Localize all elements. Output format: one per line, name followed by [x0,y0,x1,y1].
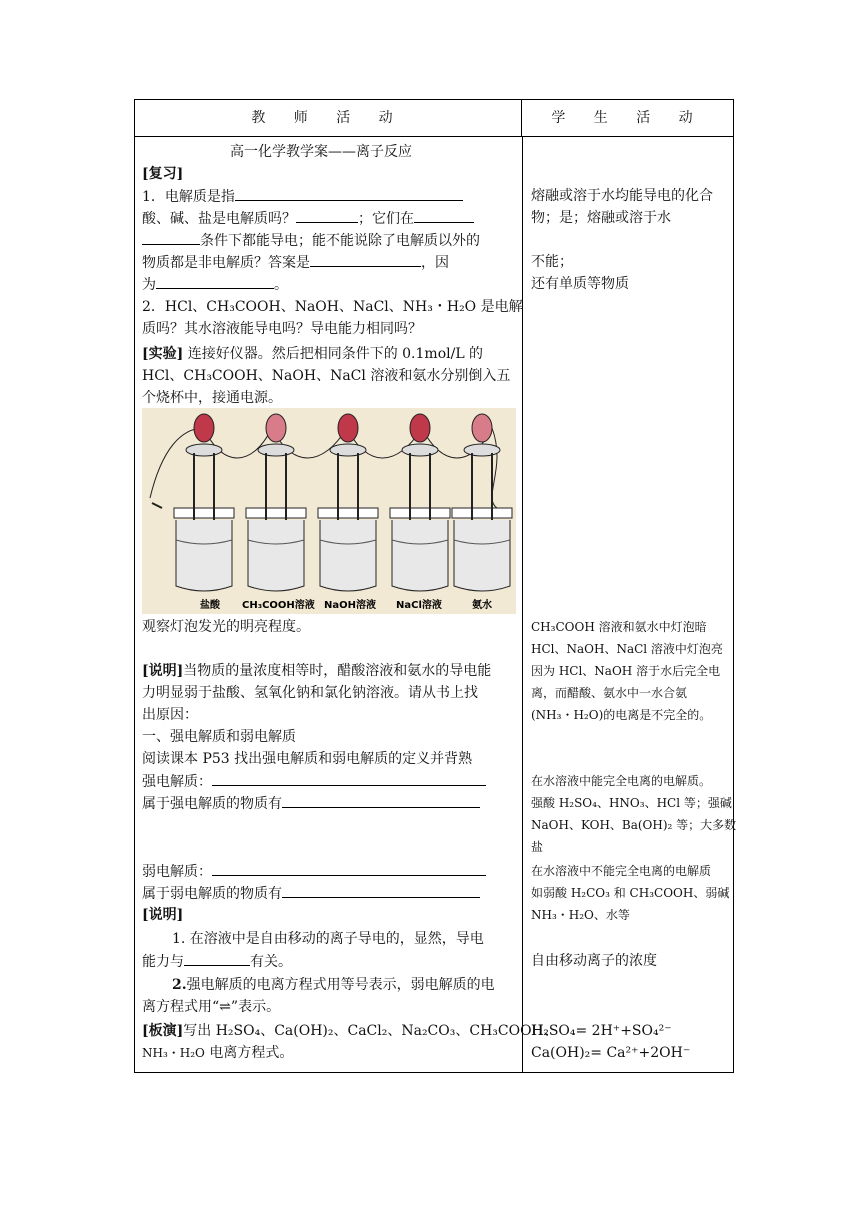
note2-item2-b [142,996,280,1018]
weak-answer: 如弱酸 H₂CO₃ 和 CH₃COOH、弱碱 [531,886,730,900]
strong-answer: 强酸 H₂SO₄、HNO₃、HCl 等；强碱 [531,796,732,810]
board-tag: [板演] [142,1023,184,1039]
lesson-table [134,99,737,1073]
q1-text: 1．电解质是指 [142,189,235,205]
note-line-b: 力明显弱于盐酸、氢氧化钠和氯化钠溶液。请从书上找 [142,685,478,701]
strong-definition-label: 强电解质： [142,774,212,790]
note2-text: 强电解质的电离方程式用等号表示，弱电解质的电 [186,977,495,993]
answer-blank[interactable] [142,229,200,245]
equation-answer: H₂SO₄= 2H⁺+SO₄²⁻ [531,1023,672,1039]
answer-blank[interactable] [212,770,486,786]
board-line-b [142,1042,293,1064]
q1-text: 酸、碱、盐是电解质吗？ [142,211,296,227]
q1-text: 物质都是非电解质？答案是 [142,255,310,271]
note2-tag: [说明] [142,907,184,923]
lesson-title: 高一化学教学案——离子反应 [230,144,412,160]
answer-blank[interactable] [296,207,358,223]
teacher-activity-header: 教 师 活 动 [135,100,522,137]
answer-blank[interactable] [184,950,250,966]
student-activity-header: 学 生 活 动 [522,100,734,137]
q2-line-b: 质吗？其水溶液能导电吗？导电能力相同吗？ [142,321,422,337]
experiment-line-b: HCl、CH₃COOH、NaOH、NaCl 溶液和氨水分别倒入五 [142,368,511,384]
q1-text: 。 [274,277,288,293]
q2-line-a: 2．HCl、CH₃COOH、NaOH、NaCl、NH₃・H₂O 是电解 [142,299,523,315]
beaker-label: 氨水 [472,600,492,611]
q1-line-c [142,229,480,252]
answer-blank[interactable] [414,207,474,223]
weak-list-line [142,882,480,905]
note2-text: 有关。 [250,954,292,970]
q1-text: ，因 [421,255,449,271]
note2-item1-b [142,950,292,973]
answer-line: 物；是；熔融或溶于水 [531,210,671,226]
answer-line: 不能； [531,254,573,270]
observation-answer: 因为 HCl、NaOH 溶于水后完全电 [531,664,721,678]
beaker-illustration [142,408,516,614]
answer-blank[interactable] [156,273,274,289]
beaker-label: NaOH溶液 [324,600,376,611]
beaker-label: CH₃COOH溶液 [242,600,315,611]
strong-list-line [142,792,480,815]
q1-line-b [142,207,474,230]
q1-text: ；它们在 [358,211,414,227]
note2-item1-a: 1. 在溶液中是自由移动的离子导电的，显然，导电 [172,931,484,947]
answer-line: 还有单质等物质 [531,276,629,292]
strong-answer: 盐 [531,840,544,854]
beaker-set [174,414,512,591]
review-tag: [复习] [142,166,184,182]
observation-answer: CH₃COOH 溶液和氨水中灯泡暗 [531,620,707,634]
q1-text: 条件下都能导电；能不能说除了电解质以外的 [200,233,480,249]
answer-blank[interactable] [282,792,480,808]
experiment-line-a [142,343,483,365]
q1-line-a [142,185,463,208]
weak-definition-label: 弱电解质： [142,864,212,880]
note-line-a [142,660,491,682]
board-text: 电离方程式。 [204,1045,294,1061]
note2-text: 离方程式用“ [142,999,220,1015]
experiment-line-c: 个烧杯中，接通电源。 [142,390,282,406]
equation-answer: Ca(OH)₂= Ca²⁺+2OH⁻ [531,1045,691,1061]
note-line-c: 出原因： [142,707,198,723]
reading-instruction: 阅读课本 P53 找出强电解质和弱电解质的定义并背熟 [142,751,473,767]
concentration-answer: 自由移动离子的浓度 [531,953,657,969]
board-text: 写出 H₂SO₄、Ca(OH)₂、CaCl₂、Na₂CO₃、CH₃COOH、 [183,1023,558,1039]
observation-answer: HCl、NaOH、NaCl 溶液中灯泡亮 [531,642,723,656]
note2-text: 能力与 [142,954,184,970]
beaker-label: NaCl溶液 [396,600,442,611]
board-line-a [142,1020,558,1042]
note2-item2-a [172,974,495,996]
weak-list-label: 属于弱电解质的物质有 [142,886,282,902]
observe-text: 观察灯泡发光的明亮程度。 [142,619,310,635]
experiment-text: 连接好仪器。然后把相同条件下的 0.1mol/L 的 [183,346,484,362]
experiment-tag: [实验] [142,346,184,362]
board-formula: NH₃・H₂O [142,1046,205,1060]
note2-text: ”表示。 [230,999,281,1015]
beaker-label: 盐酸 [200,600,220,611]
q1-line-d [142,251,449,274]
answer-line: 熔融或溶于水均能导电的化合 [531,188,713,204]
answer-blank[interactable] [212,860,486,876]
strong-answer: NaOH、KOH、Ba(OH)₂ 等；大多数 [531,818,737,832]
note-text: 当物质的量浓度相等时，醋酸溶液和氨水的导电能 [183,663,492,679]
note2-number: 2. [172,977,187,993]
answer-blank[interactable] [282,882,480,898]
section-heading: 一、强电解质和弱电解质 [142,729,296,745]
note-tag: [说明] [142,663,184,679]
conductivity-experiment-figure [142,408,516,614]
answer-blank[interactable] [310,251,421,267]
observation-answer: (NH₃・H₂O)的电离是不完全的。 [531,708,712,722]
strong-definition-line [142,770,486,793]
observation-answer: 离，而醋酸、氨水中一水合氨 [531,686,688,700]
strong-answer: 在水溶液中能完全电离的电解质。 [531,774,712,788]
q1-line-e [142,273,288,296]
weak-definition-line [142,860,486,883]
strong-list-label: 属于强电解质的物质有 [142,796,282,812]
q1-text: 为 [142,277,156,293]
column-divider [522,136,523,1073]
answer-blank[interactable] [235,185,463,201]
weak-answer: NH₃・H₂O、水等 [531,908,630,922]
weak-answer: 在水溶液中不能完全电离的电解质 [531,864,712,878]
equilibrium-arrow-icon: ⇌ [219,999,231,1015]
